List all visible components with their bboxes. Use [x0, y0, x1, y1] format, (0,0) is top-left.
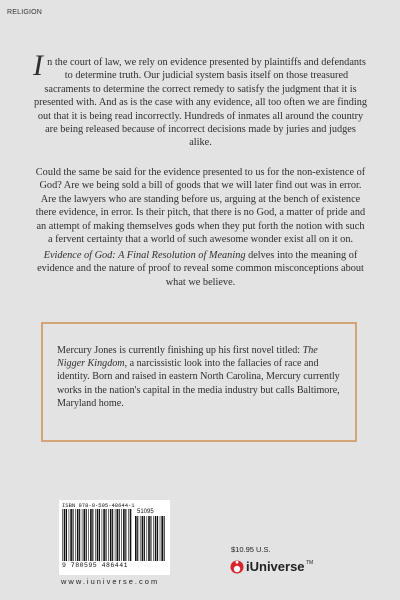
- blurb-text-1: n the court of law, we rely on evidence presented by plaintiffs and defendants to determine truth. Our judicial system basis itself on those treasured sacraments to determine the correct remedy to satisfy the judgment that it is presented with. And as is the case with any evidence, all too often we are finding out that it is being read incorrectly. Hundreds of inmates all around the country are being released because of incorrect decisions made by juries and judges alike.: [33, 57, 368, 149]
- author-name: Mercury Jones: [57, 345, 117, 356]
- barcode-addon-bars: [135, 516, 166, 561]
- author-bio-box: [41, 322, 357, 442]
- barcode-digits: 9 780595 486441: [62, 562, 129, 569]
- bio-text-2: , a narcissistic look into the fallacies of race and identity. Born and raised in eastern North Carolina, Mercury currently works in the nation's capital in the media industry but calls Baltimore, Maryland home.: [57, 358, 340, 409]
- publisher-logo: [230, 558, 330, 578]
- isbn-label: ISBN 978-0-595-48644-1: [62, 502, 135, 509]
- trademark-mark: TM: [306, 560, 314, 566]
- iuniverse-logo-icon: [230, 558, 246, 576]
- barcode: [59, 500, 170, 575]
- bio-text-1: is currently finishing up his first novel titled:: [116, 345, 303, 356]
- novel-title: The Nigger Kingdom: [57, 345, 318, 370]
- barcode-bars: [62, 509, 132, 561]
- blurb-paragraph-2: Could the same be said for the evidence presented to us for the non-existence of God? Are we being sold a bill of goods that we will later find out was in error. Are the lawyers who are standing before us, arguing at the bench of existence there evidence, in error. Is their pitch, that there is no God, a matter of pride and an attempt of making themselves gods when they put forth the notion with such a fervent certainty that a world of such awesome wonder exist all on it on.: [35, 167, 366, 246]
- category-label: RELIGION: [7, 9, 43, 16]
- book-title: Evidence of God: A Final Resolution of Meaning: [43, 250, 246, 261]
- publisher-url: www.iuniverse.com: [61, 577, 160, 586]
- price: $10.95 U.S.: [231, 545, 271, 554]
- publisher-name: iUniverse: [246, 559, 305, 574]
- blurb-paragraph-3: [33, 249, 368, 289]
- blurb-text-3: delves into the meaning of evidence and the nature of proof to reveal some common misconceptions about what we believe.: [37, 250, 364, 288]
- barcode-addon-number: 51095: [137, 509, 154, 515]
- dropcap: I: [33, 49, 43, 82]
- blurb-paragraph-1: [33, 49, 368, 150]
